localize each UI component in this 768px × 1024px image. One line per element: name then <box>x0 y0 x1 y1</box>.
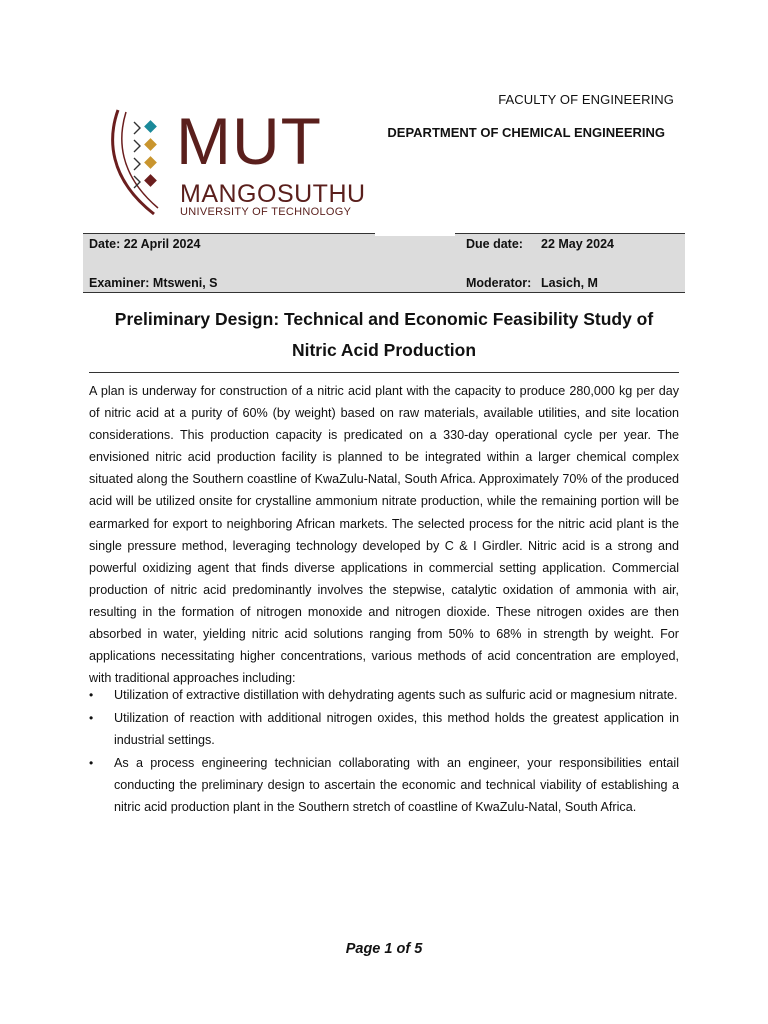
examiner: Examiner: Mtsweni, S <box>89 276 218 290</box>
logo-wordmark: MUT <box>176 104 322 178</box>
due-date-label: Due date: <box>466 237 523 251</box>
university-logo <box>108 104 366 220</box>
gold-diamond-icon <box>144 156 157 169</box>
due-date-value: 22 May 2024 <box>541 237 614 251</box>
list-item-text: Utilization of reaction with additional nitrogen oxides, this method holds the greatest application in industrial settings. <box>114 711 679 748</box>
assignment-info-box <box>83 233 685 293</box>
bullet-icon: • <box>89 756 94 771</box>
gold-diamond-icon <box>144 138 157 151</box>
maroon-diamond-icon <box>144 174 157 187</box>
list-item-text: As a process engineering technician collaborating with an engineer, your responsibilities entail conducting the preliminary design to ascertain the economic and technical viability of establishing a nitric acid production plant in the Southern stretch of coastline of KwaZulu-Natal, South Africa. <box>114 756 679 815</box>
bullet-list <box>89 684 679 820</box>
list-item <box>89 684 679 706</box>
moderator-value: Lasich, M <box>541 276 598 290</box>
list-item <box>89 752 679 818</box>
logo-university-name: MANGOSUTHU <box>180 180 366 208</box>
title-divider <box>89 372 679 373</box>
faculty-heading: FACULTY OF ENGINEERING <box>498 92 674 107</box>
logo-tagline: UNIVERSITY OF TECHNOLOGY <box>180 206 352 218</box>
moderator-label: Moderator: <box>466 276 532 290</box>
intro-paragraph: A plan is underway for construction of a nitric acid plant with the capacity to produce 280,000 kg per day of nitric acid at a purity of 60% (by weight) based on raw materials, available utilities, and site location considerations. This production capacity is predicated on a 330-day operational cycle per year. The envisioned nitric acid production facility is planned to be integrated within a larger chemical complex situated along the Southern coastline of KwaZulu-Natal, South Africa. Approximately 70% of the produced acid will be utilized onsite for crystalline ammonium nitrate production, while the remaining portion will be earmarked for export to neighboring African markets. The selected process for the nitric acid plant is the single pressure method, leveraging technology developed by C & I Girdler. Nitric acid is a strong and powerful oxidizing agent that finds diverse applications in commercial setting application. Commercial production of nitric acid predominantly involves the stepwise, catalytic oxidation of ammonia with air, resulting in the formation of nitrogen monoxide and nitrogen dioxide. These nitrogen oxides are then absorbed in water, yielding nitric acid solutions ranging from 50% to 68% in strength by weight. For applications necessitating higher concentrations, various methods of acid concentration are employed, with traditional approaches including: <box>89 384 679 686</box>
bullet-icon: • <box>89 688 94 702</box>
teal-diamond-icon <box>144 120 157 133</box>
issue-date: Date: 22 April 2024 <box>89 237 201 251</box>
logo-emblem <box>108 108 174 220</box>
list-item <box>89 707 679 751</box>
document-title-line-1: Preliminary Design: Technical and Economic Feasibility Study of <box>114 309 654 329</box>
page-number: Page 1 of 5 <box>345 941 423 957</box>
document-title-line-2: Nitric Acid Production <box>291 340 477 360</box>
department-heading: DEPARTMENT OF CHEMICAL ENGINEERING <box>387 125 665 140</box>
list-item-text: Utilization of extractive distillation with dehydrating agents such as sulfuric acid or magnesium nitrate. <box>114 688 678 702</box>
bullet-icon: • <box>89 711 94 726</box>
